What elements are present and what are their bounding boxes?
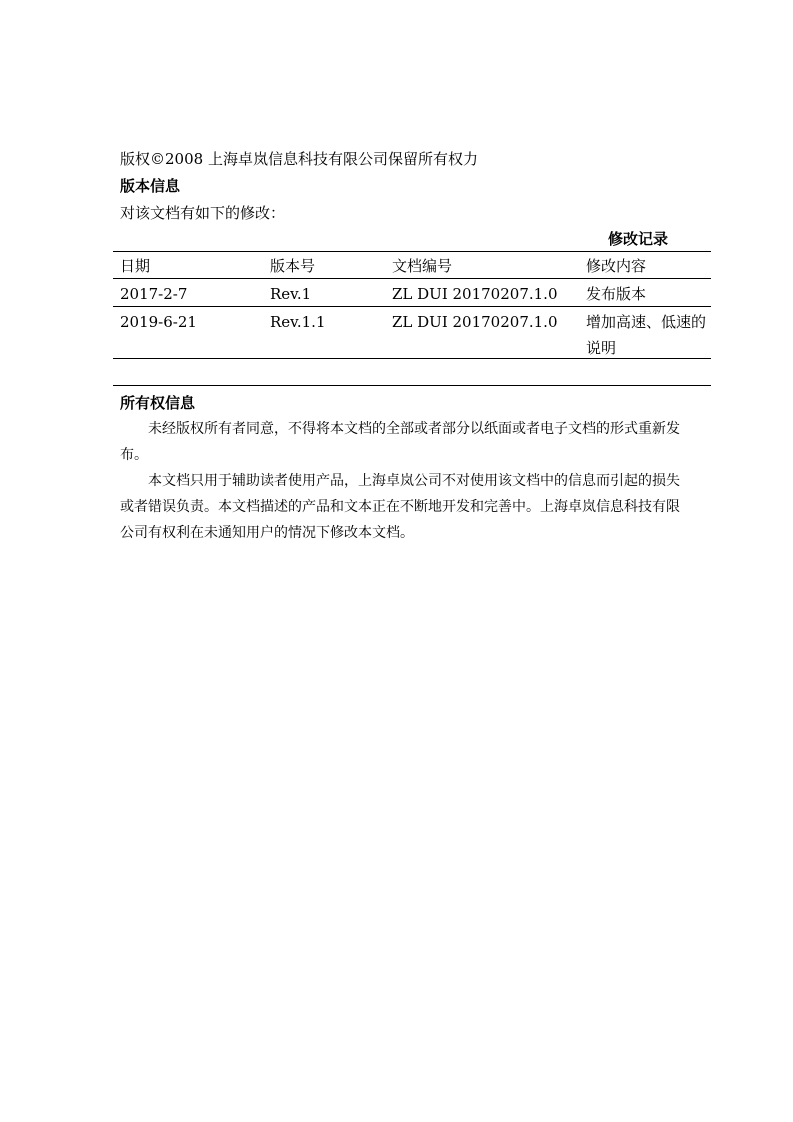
row-version: Rev.1 (270, 285, 312, 303)
row-doc-number: ZL DUI 20170207.1.0 (392, 313, 558, 331)
rights-heading: 所有权信息 (120, 394, 196, 412)
row-change: 发布版本 (586, 285, 647, 303)
rights-paragraph: 未经版权所有者同意，不得将本文档的全部或者部分以纸面或者电子文档的形式重新发布。 (120, 421, 680, 463)
copyright-notice: 版权©2008 上海卓岚信息科技有限公司保留所有权力 (120, 150, 478, 168)
row-version: Rev.1.1 (270, 313, 326, 331)
header-version: 版本号 (270, 257, 316, 275)
section-divider (113, 385, 711, 386)
header-date: 日期 (120, 257, 151, 275)
header-doc-number: 文档编号 (392, 257, 453, 275)
table-top-rule (113, 251, 711, 252)
version-info-heading: 版本信息 (120, 177, 181, 195)
rights-paragraph: 本文档只用于辅助读者使用产品，上海卓岚公司不对使用该文档中的信息而引起的损失或者错误负责。本文档描述的产品和文本正在不断地开发和完善中。上海卓岚信息科技有限公司有权利在未通知用户的情况下修改本文档。 (120, 473, 680, 541)
revision-table-title: 修改记录 (608, 230, 669, 248)
row-date: 2019-6-21 (120, 313, 197, 331)
row-change: 增加高速、低速的说明 (586, 313, 707, 357)
row-rule (113, 306, 711, 307)
table-bottom-rule (113, 358, 711, 359)
version-info-intro: 对该文档有如下的修改： (120, 204, 286, 222)
row-doc-number: ZL DUI 20170207.1.0 (392, 285, 558, 303)
header-rule (113, 278, 711, 279)
row-date: 2017-2-7 (120, 285, 188, 303)
header-change: 修改内容 (586, 257, 647, 275)
